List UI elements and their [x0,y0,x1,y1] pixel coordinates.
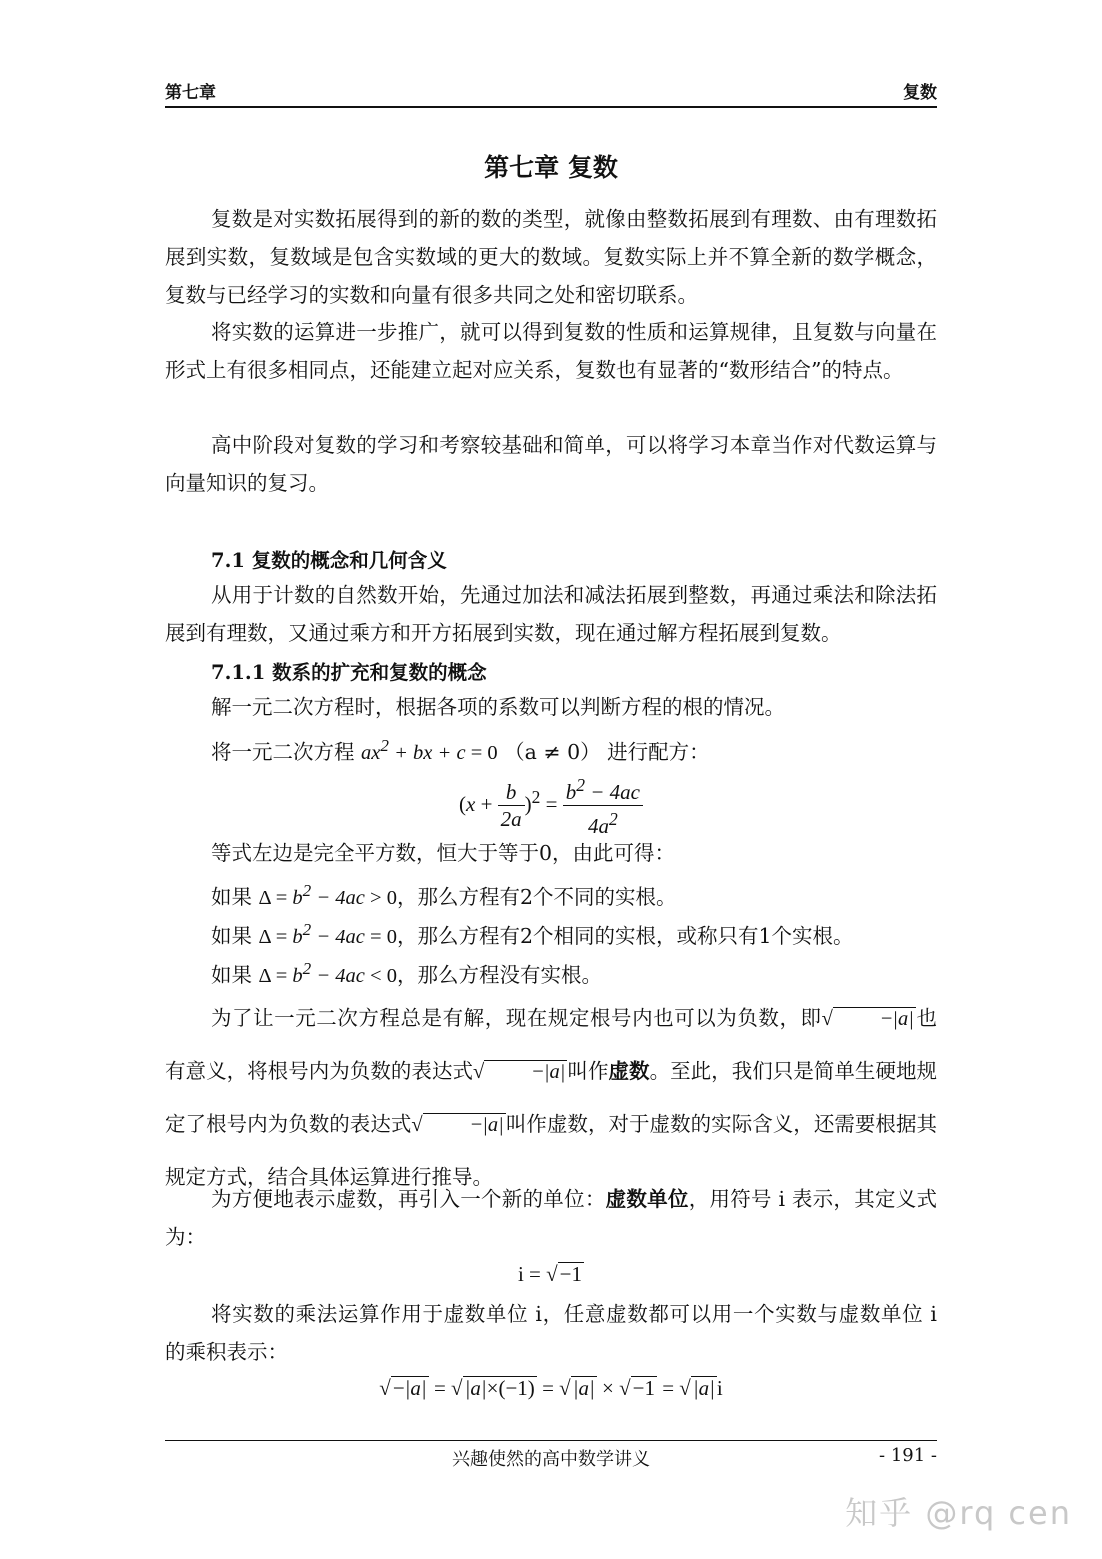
case-prefix: 如果 [211,923,252,948]
intro-paragraph-2: 将实数的运算进一步推广，就可以得到复数的性质和运算规律，且复数与向量在形式上有很多相同点，还能建立起对应关系，复数也有显著的“数形结合”的特点。 [165,320,937,382]
case-negative-result: ，那么方程没有实根。 [396,962,602,987]
discriminant-negative: $\Delta = b^2 - 4ac < 0$ [258,959,397,987]
multiplication-paragraph: 将实数的乘法运算作用于虚数单位 i，任意虚数都可以用一个实数与虚数单位 i 的乘积表示： [165,1302,937,1364]
case-positive-result: ，那么方程有2个不同的实根。 [396,884,677,909]
case-prefix: 如果 [211,962,252,987]
nonzero-condition: （a ≠ 0） [504,739,601,764]
unit-text-a: 为方便地表示虚数，再引入一个新的单位： [211,1187,606,1211]
quadratic-equation: $ax^2$ + bx + c = 0 [361,736,498,764]
running-header [165,78,937,108]
imaginary-product-formula: √−|a| = √|a|×(−1) = √|a| × √−1 = √|a|i [379,1376,723,1400]
page-number: - 191 - [879,1445,937,1466]
discriminant-positive: $\Delta = b^2 - 4ac > 0$ [258,881,397,909]
section-paragraph: 从用于计数的自然数开始，先通过加法和减法拓展到整数，再通过乘法和除法拓展到有理数，又通过乘方和开方拓展到实数，现在通过解方程拓展到复数。 [165,583,937,645]
intro-paragraph-1: 复数是对实数拓展得到的新的数的类型，就像由整数拓展到有理数、由有理数拓展到实数，复数域是包含实数域的更大的数域。复数实际上并不算全新的数学概念，复数与已经学习的实数和向量有很多共同之处和密切联系。 [165,207,937,307]
quadratic-intro-line: 解一元二次方程时，根据各项的系数可以判断方程的根的情况。 [211,695,785,719]
discriminant-zero: $\Delta = b^2 - 4ac = 0$ [258,920,397,948]
case-prefix: 如果 [211,884,252,909]
imaginary-text-b: 也有意义，将根号内为负数的表达式 [165,1006,938,1083]
zhihu-watermark: 知乎 @rq cen [845,1494,1072,1532]
completed-square-formula: (x + $\frac{b}{2a}$ )$^2$ = $\frac{b^2 - 4ac}{4a^2}$ [0,772,1102,839]
imaginary-text-e: 叫作虚数，对于虚数的实际含义，还需要根据其规定方式，结合具体运算进行推导。 [165,1112,938,1189]
term-imaginary-number: 虚数 [608,1059,650,1083]
sqrt-neg-abs-a-3: √ −|a| [411,1114,504,1136]
imaginary-unit-paragraph [165,1180,937,1256]
subsection-heading: 7.1.1 数系的扩充和复数的概念 [211,661,487,684]
sqrt-neg-abs-a-2: √ −|a| [473,1061,566,1083]
term-imaginary-unit: 虚数单位 [605,1187,689,1211]
imaginary-text-c: 叫作 [567,1059,609,1083]
imaginary-number-paragraph [165,992,937,1203]
header-topic: 复数 [903,83,937,103]
sqrt-neg-abs-a-1: √ −|a| [821,1008,914,1030]
imaginary-text-a: 为了让一元二次方程总是有解，现在规定根号内也可以为负数，即 [211,1006,822,1030]
footer-book-title: 兴趣使然的高中数学讲义 [452,1449,650,1470]
imaginary-unit-definition: i = √−1 [517,1262,583,1286]
unit-text-b: ，用符号 i 表示，其定义式为： [165,1187,938,1249]
running-footer [165,1440,937,1471]
perfect-square-note: 等式左边是完全平方数，恒大于等于0，由此可得： [211,841,676,865]
completing-square-suffix: 进行配方： [607,739,710,764]
chapter-title: 第七章 复数 [484,153,618,182]
header-chapter: 第七章 [165,83,216,103]
case-negative-discriminant [211,950,602,995]
section-heading: 7.1 复数的概念和几何含义 [211,549,447,572]
intro-paragraph-3: 高中阶段对复数的学习和考察较基础和简单，可以将学习本章当作对代数运算与向量知识的复习。 [165,433,937,495]
completing-square-line [211,727,710,772]
completing-square-text: 将一元二次方程 [211,739,355,764]
imaginary-text-d: 。至此，我们只是简单生硬地规定了根号内为负数的表达式 [165,1059,938,1136]
case-zero-result: ，那么方程有2个相同的实根，或称只有1个实根。 [396,923,854,948]
